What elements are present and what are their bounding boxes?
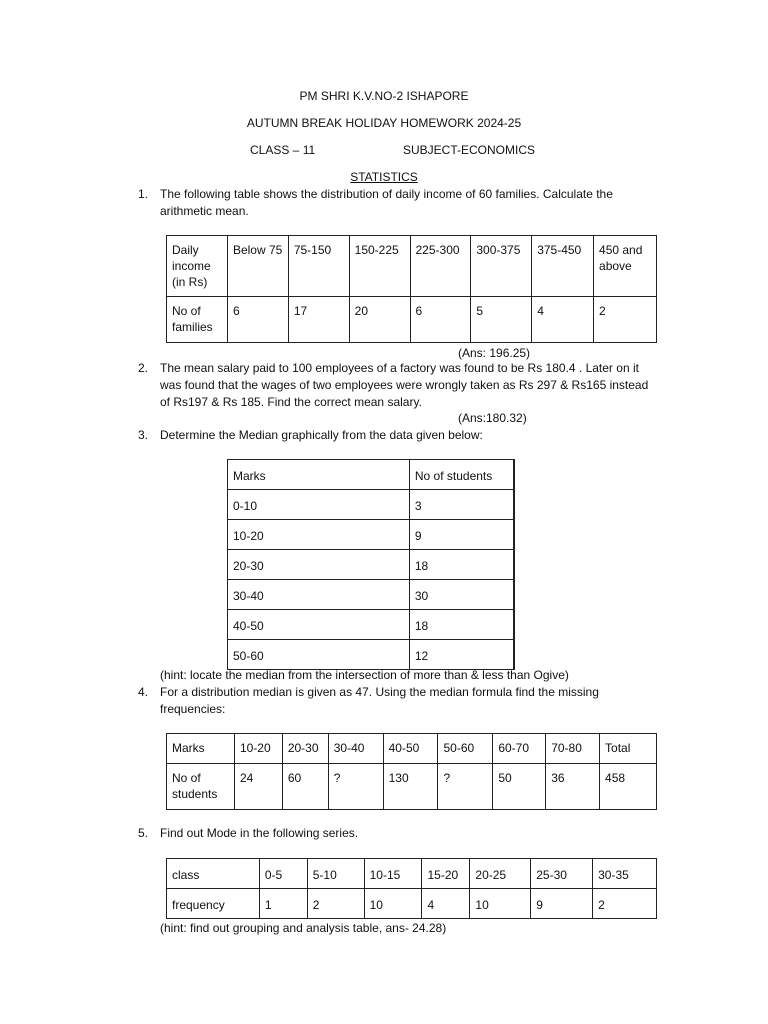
table-cell: Daily income (in Rs) bbox=[167, 236, 228, 297]
table-cell: 20-30 bbox=[282, 734, 328, 764]
q2-text bbox=[160, 360, 648, 411]
table-cell: 10 bbox=[364, 889, 422, 919]
q2-line2: was found that the wages of two employees were wrongly taken as Rs 297 & Rs165 instead bbox=[160, 378, 649, 392]
table-cell: 10 bbox=[470, 889, 531, 919]
table-cell: 300-375 bbox=[471, 236, 532, 297]
table-cell: 12 bbox=[409, 640, 514, 670]
table-cell: ? bbox=[328, 764, 383, 810]
q2-number: 2. bbox=[138, 361, 149, 375]
q5-table-row bbox=[167, 889, 657, 919]
table-cell: 15-20 bbox=[422, 859, 470, 889]
q5-line1: Find out Mode in the following series. bbox=[160, 826, 359, 840]
table-cell: 450 and above bbox=[594, 236, 657, 297]
table-cell: 36 bbox=[546, 764, 600, 810]
q3-table-row bbox=[228, 490, 515, 520]
table-cell: 50-60 bbox=[228, 640, 410, 670]
table-cell: Below 75 bbox=[227, 236, 288, 297]
table-cell: 2 bbox=[593, 889, 657, 919]
table-cell: Marks bbox=[228, 460, 410, 490]
q4-number: 4. bbox=[138, 685, 149, 699]
q3-table-row bbox=[228, 520, 515, 550]
table-cell: 25-30 bbox=[531, 859, 593, 889]
q4-table-row bbox=[167, 764, 657, 810]
table-cell: No of students bbox=[167, 764, 235, 810]
q3-table-row bbox=[228, 550, 515, 580]
table-cell: 18 bbox=[409, 550, 514, 580]
table-cell: 3 bbox=[409, 490, 514, 520]
table-cell: 60 bbox=[282, 764, 328, 810]
q3-number: 3. bbox=[138, 428, 149, 442]
table-cell: 0-10 bbox=[228, 490, 410, 520]
table-cell: Total bbox=[600, 734, 657, 764]
section-heading: STATISTICS bbox=[350, 170, 418, 184]
q3-table-row bbox=[228, 610, 515, 640]
table-cell: 40-50 bbox=[228, 610, 410, 640]
q1-answer: (Ans: 196.25) bbox=[458, 346, 531, 360]
table-cell: No of students bbox=[409, 460, 514, 490]
table-cell: 30-40 bbox=[328, 734, 383, 764]
table-cell: 6 bbox=[227, 297, 288, 343]
table-cell: 5-10 bbox=[307, 859, 364, 889]
table-cell: 2 bbox=[594, 297, 657, 343]
table-cell: 5 bbox=[471, 297, 532, 343]
q5-table bbox=[166, 858, 657, 919]
table-cell: 17 bbox=[288, 297, 349, 343]
q4-table-row bbox=[167, 734, 657, 764]
table-cell: 20-25 bbox=[470, 859, 531, 889]
q1-table-row bbox=[167, 236, 657, 297]
table-cell: 225-300 bbox=[410, 236, 471, 297]
table-cell: 20-30 bbox=[228, 550, 410, 580]
q3-hint: (hint: locate the median from the intersection of more than & less than Ogive) bbox=[160, 668, 569, 682]
q1-text bbox=[160, 186, 613, 220]
q4-line2: frequencies: bbox=[160, 702, 226, 716]
table-cell: 6 bbox=[410, 297, 471, 343]
table-cell: 9 bbox=[409, 520, 514, 550]
q4-line1: For a distribution median is given as 47. Using the median formula find the missing bbox=[160, 685, 599, 699]
q5-number: 5. bbox=[138, 826, 149, 840]
table-cell: 40-50 bbox=[383, 734, 438, 764]
table-cell: 4 bbox=[532, 297, 594, 343]
table-cell: No of families bbox=[167, 297, 228, 343]
q3-text bbox=[160, 427, 483, 444]
table-cell: 75-150 bbox=[288, 236, 349, 297]
q5-hint: (hint: find out grouping and analysis table, ans- 24.28) bbox=[160, 921, 447, 935]
q5-table-row bbox=[167, 859, 657, 889]
table-cell: 30-35 bbox=[593, 859, 657, 889]
q3-table-row bbox=[228, 640, 515, 670]
q1-line1: The following table shows the distribution of daily income of 60 families. Calculate the bbox=[160, 187, 613, 201]
table-cell: 4 bbox=[422, 889, 470, 919]
table-cell: ? bbox=[438, 764, 493, 810]
table-cell: 50 bbox=[493, 764, 546, 810]
table-cell: 0-5 bbox=[259, 859, 307, 889]
table-cell: 2 bbox=[307, 889, 364, 919]
q1-table bbox=[166, 235, 657, 343]
table-cell: Marks bbox=[167, 734, 235, 764]
table-cell: 60-70 bbox=[493, 734, 546, 764]
table-cell: 10-15 bbox=[364, 859, 422, 889]
q5-text bbox=[160, 825, 358, 842]
q4-text bbox=[160, 684, 599, 718]
q1-number: 1. bbox=[138, 187, 149, 201]
table-cell: 30-40 bbox=[228, 580, 410, 610]
table-cell: 130 bbox=[383, 764, 438, 810]
table-cell: 18 bbox=[409, 610, 514, 640]
subject-label: SUBJECT-ECONOMICS bbox=[403, 143, 536, 157]
table-cell: 30 bbox=[409, 580, 514, 610]
table-cell: 10-20 bbox=[228, 520, 410, 550]
table-cell: 150-225 bbox=[349, 236, 410, 297]
q2-line3: of Rs197 & Rs 185. Find the correct mean salary. bbox=[160, 395, 422, 409]
q3-table-row bbox=[228, 460, 515, 490]
table-cell: 375-450 bbox=[532, 236, 594, 297]
q1-line2: arithmetic mean. bbox=[160, 204, 249, 218]
table-cell: 9 bbox=[531, 889, 593, 919]
table-cell: 1 bbox=[259, 889, 307, 919]
table-cell: 50-60 bbox=[438, 734, 493, 764]
table-cell: frequency bbox=[167, 889, 260, 919]
table-cell: 10-20 bbox=[234, 734, 282, 764]
table-cell: class bbox=[167, 859, 260, 889]
table-cell: 24 bbox=[234, 764, 282, 810]
class-label: CLASS – 11 bbox=[250, 143, 316, 157]
q3-table-row bbox=[228, 580, 515, 610]
homework-title: AUTUMN BREAK HOLIDAY HOMEWORK 2024-25 bbox=[246, 116, 522, 130]
q2-line1: The mean salary paid to 100 employees of a factory was found to be Rs 180.4 . Later on it bbox=[160, 361, 639, 375]
q3-line1: Determine the Median graphically from the data given below: bbox=[160, 428, 483, 442]
q2-answer: (Ans:180.32) bbox=[458, 411, 527, 425]
q1-table-row bbox=[167, 297, 657, 343]
table-cell: 70-80 bbox=[546, 734, 600, 764]
q3-table bbox=[227, 459, 515, 670]
school-name: PM SHRI K.V.NO-2 ISHAPORE bbox=[299, 89, 469, 103]
table-cell: 20 bbox=[349, 297, 410, 343]
table-cell: 458 bbox=[600, 764, 657, 810]
q4-table bbox=[166, 733, 657, 810]
